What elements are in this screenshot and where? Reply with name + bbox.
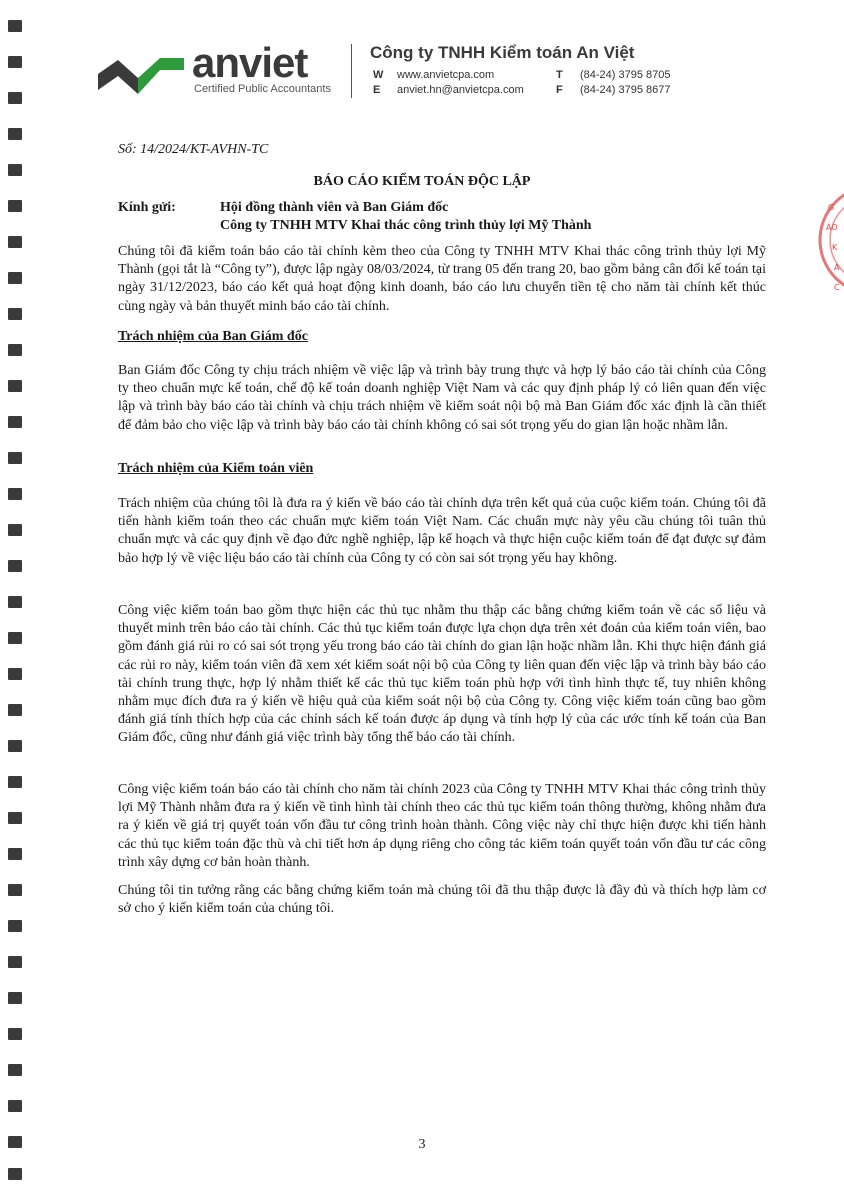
binding-hole [8, 200, 22, 212]
binding-hole [8, 236, 22, 248]
intro-paragraph: Chúng tôi đã kiểm toán báo cáo tài chính kèm theo của Công ty TNHH MTV Khai thác công trình thủy lợi Mỹ Thành (gọi tắt là “Công ty”), được lập ngày 08/03/2024, từ trang 05 đến trang 20, bao gồm bảng cân đối kế toán tại ngày 31/12/2023, báo cáo kết quả hoạt động kinh doanh, báo cáo lưu chuyển tiền tệ cho năm tài chính kết thúc cùng ngày và bản thuyết minh báo cáo tài chính. [118, 244, 766, 314]
heading-management-responsibility: Trách nhiệm của Ban Giám đốc [118, 329, 308, 344]
binding-hole [8, 776, 22, 788]
company-name: Công ty TNHH Kiểm toán An Việt [370, 43, 635, 62]
website-line [373, 70, 494, 81]
binding-hole [8, 488, 22, 500]
svg-text:C: C [834, 283, 840, 292]
management-paragraph: Ban Giám đốc Công ty chịu trách nhiệm về việc lập và trình bày trung thực và hợp lý báo cáo tài chính của Công ty theo chuẩn mực kế toán, chế độ kế toán doanh nghiệp Việt Nam và các quy định pháp lý có liên quan đến việc lập và trình bày báo cáo tài chính và chịu trách nhiệm về kiểm soát nội bộ mà Ban Giám đốc xác định là cần thiết để đảm bảo cho việc lập và trình bày báo cáo tài chính không có sai sót trọng yếu do gian lận hoặc nhầm lẫn. [118, 363, 766, 433]
binding-hole [8, 308, 22, 320]
auditor-paragraph-1: Trách nhiệm của chúng tôi là đưa ra ý kiến về báo cáo tài chính dựa trên kết quả của cuộc kiểm toán. Chúng tôi đã tiến hành kiểm toán theo các chuẩn mực kiểm toán Việt Nam. Các chuẩn mực này yêu cầu chúng tôi tuân thủ chuẩn mực và các quy định về đạo đức nghề nghiệp, lập kế hoạch và thực hiện cuộc kiểm toán để đạt được sự đảm bảo hợp lý về việc liệu báo cáo tài chính của Công ty có còn sai sót trọng yếu hay không. [118, 496, 766, 566]
phone-value: (84-24) 3795 8705 [580, 69, 671, 81]
email-label: E [373, 84, 381, 96]
auditor-paragraph-3: Công việc kiểm toán báo cáo tài chính cho năm tài chính 2023 của Công ty TNHH MTV Khai thác công trình thủy lợi Mỹ Thành nhằm đưa ra ý kiến về tình hình tài chính theo các thủ tục kiểm toán thông thường, không nhằm đưa ra ý kiến về giá trị quyết toán vốn đầu tư công trình hoàn thành. Công việc này chỉ thực hiện được khi tiến hành các thủ tục kiểm toán đặc thù và chi tiết hơn áp dụng riêng cho công tác kiểm toán quyết toán vốn đầu tư các công trình xây dựng cơ bản hoàn thành. [118, 782, 766, 870]
web-label: W [373, 69, 384, 81]
red-seal-stamp-icon [814, 160, 844, 320]
binding-hole [8, 740, 22, 752]
heading-auditor-responsibility: Trách nhiệm của Kiểm toán viên [118, 461, 314, 476]
binding-hole [8, 920, 22, 932]
binding-hole [8, 272, 22, 284]
report-title: BÁO CÁO KIỂM TOÁN ĐỘC LẬP [313, 174, 531, 189]
binding-hole [8, 524, 22, 536]
anviet-logo-icon [98, 50, 184, 96]
website-value: www.anvietcpa.com [397, 69, 495, 81]
addressee-line-1: Hội đồng thành viên và Ban Giám đốc [220, 200, 449, 215]
binding-hole [8, 632, 22, 644]
binding-hole [8, 344, 22, 356]
binding-hole [8, 380, 22, 392]
fax-line [556, 85, 671, 96]
addressee-label: Kính gửi: [118, 200, 176, 215]
binding-hole [8, 1100, 22, 1112]
auditor-paragraph-4: Chúng tôi tin tưởng rằng các bằng chứng kiểm toán mà chúng tôi đã thu thập được là đầy đủ và thích hợp làm cơ sở cho ý kiến kiểm toán của chúng tôi. [118, 883, 766, 917]
binding-hole [8, 128, 22, 140]
email-value: anviet.hn@anvietcpa.com [397, 84, 524, 96]
header-divider [351, 44, 352, 98]
binding-hole [8, 956, 22, 968]
binding-hole [8, 992, 22, 1004]
binding-hole [8, 1064, 22, 1076]
binding-hole [8, 668, 22, 680]
binding-hole [8, 704, 22, 716]
binding-hole [8, 560, 22, 572]
binding-hole [8, 1168, 22, 1180]
logo-wordmark: anviet [192, 39, 308, 86]
binding-hole [8, 92, 22, 104]
fax-label: F [556, 84, 563, 96]
page-number: 3 [418, 1137, 426, 1152]
svg-text:G: G [828, 203, 835, 212]
tel-label: T [556, 69, 563, 81]
document-number: Số: 14/2024/KT-AVHN-TC [118, 142, 269, 157]
binding-hole [8, 848, 22, 860]
addressee-line-2: Công ty TNHH MTV Khai thác công trình thủy lợi Mỹ Thành [220, 218, 592, 233]
binding-hole [8, 416, 22, 428]
logo-tagline: Certified Public Accountants [194, 83, 331, 95]
binding-hole [8, 20, 22, 32]
binding-holes [8, 20, 24, 1180]
svg-text:K: K [832, 243, 838, 252]
binding-hole [8, 812, 22, 824]
phone-line [556, 70, 671, 81]
svg-text:ÁO: ÁO [826, 223, 838, 232]
binding-hole [8, 1028, 22, 1040]
binding-hole [8, 56, 22, 68]
auditor-paragraph-2: Công việc kiểm toán bao gồm thực hiện các thủ tục nhằm thu thập các bằng chứng kiểm toán về các số liệu và thuyết minh trên báo cáo tài chính. Các thủ tục kiểm toán được lựa chọn dựa trên xét đoán của kiểm toán viên, bao gồm đánh giá rủi ro có sai sót trọng yếu trong báo cáo tài chính do gian lận hoặc nhầm lẫn. Khi thực hiện đánh giá các rủi ro này, kiểm toán viên đã xem xét kiểm soát nội bộ của Công ty liên quan đến việc lập và trình bày báo cáo tài chính trung thực, hợp lý nhằm thiết kế các thủ tục kiểm toán phù hợp với tình hình thực tế, tuy nhiên không nhằm mục đích đưa ra ý kiến về hiệu quả của kiểm soát nội bộ của Công ty. Công việc kiểm toán cũng bao gồm đánh giá tính thích hợp của các chính sách kế toán được áp dụng và tính hợp lý của các ước tính kế toán của Ban Giám đốc, cũng như đánh giá việc trình bày tổng thể báo cáo tài chính. [118, 603, 766, 746]
fax-value: (84-24) 3795 8677 [580, 84, 671, 96]
svg-text:A: A [834, 263, 840, 272]
email-line [373, 85, 524, 96]
binding-hole [8, 884, 22, 896]
binding-hole [8, 596, 22, 608]
binding-hole [8, 452, 22, 464]
